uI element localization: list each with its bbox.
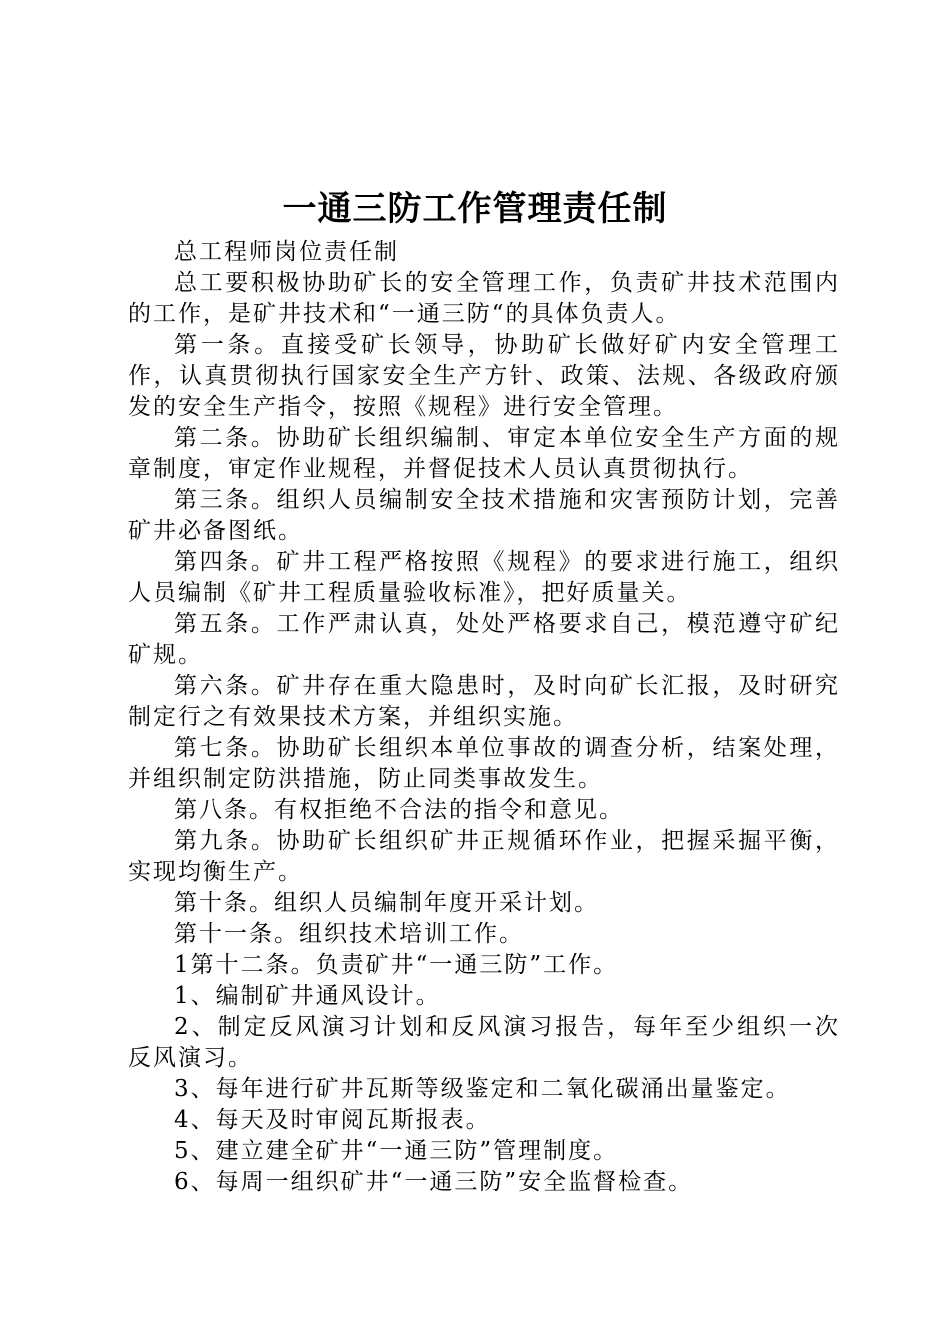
list-item-6: 6、每周一组织矿井“一通三防”安全监督检查。 [174, 1169, 694, 1195]
paragraph-article-5: 第五条。工作严肃认真，处处严格要求自己，模范遵守矿纪矿规。 [128, 611, 840, 668]
paragraph-intro: 总工要积极协助矿长的安全管理工作，负责矿井技术范围内的工作，是矿井技术和“一通三防“的具体负责人。 [128, 270, 840, 327]
paragraph-article-2: 第二条。协助矿长组织编制、审定本单位安全生产方面的规章制度，审定作业规程，并督促技术人员认真贯彻执行。 [128, 425, 840, 482]
document-body [128, 237, 840, 1198]
paragraph-article-3: 第三条。组织人员编制安全技术措施和灾害预防计划，完善矿井必备图纸。 [128, 487, 840, 544]
paragraph-article-10: 第十条。组织人员编制年度开采计划。 [174, 890, 599, 916]
paragraph-article-6: 第六条。矿井存在重大隐患时，及时向矿长汇报，及时研究制定行之有效果技术方案，并组织实施。 [128, 673, 840, 730]
paragraph-article-1: 第一条。直接受矿长领导，协助矿长做好矿内安全管理工作，认真贯彻执行国家安全生产方针、政策、法规、各级政府颁发的安全生产指令，按照《规程》进行安全管理。 [128, 332, 840, 420]
paragraph-article-7: 第七条。协助矿长组织本单位事故的调查分析，结案处理，并组织制定防洪措施，防止同类事故发生。 [128, 735, 840, 792]
list-item-1: 1、编制矿井通风设计。 [174, 983, 441, 1009]
paragraph-article-11: 第十一条。组织技术培训工作。 [174, 921, 524, 947]
paragraph-article-8: 第八条。有权拒绝不合法的指令和意见。 [174, 797, 624, 823]
paragraph-article-4: 第四条。矿井工程严格按照《规程》的要求进行施工，组织人员编制《矿井工程质量验收标准》，把好质量关。 [128, 549, 840, 606]
list-item-4: 4、每天及时审阅瓦斯报表。 [174, 1107, 491, 1133]
list-item-3: 3、每年进行矿井瓦斯等级鉴定和二氧化碳涌出量鉴定。 [174, 1076, 791, 1102]
document-title: 一通三防工作管理责任制 [282, 189, 668, 229]
paragraph-article-9: 第九条。协助矿长组织矿井正规循环作业，把握采掘平衡，实现均衡生产。 [128, 828, 840, 885]
list-item-2: 2、制定反风演习计划和反风演习报告，每年至少组织一次反风演习。 [128, 1014, 840, 1071]
list-item-5: 5、建立建全矿井“一通三防”管理制度。 [174, 1138, 619, 1164]
paragraph-heading: 总工程师岗位责任制 [174, 239, 399, 265]
paragraph-article-12: 1第十二条。负责矿井“一通三防”工作。 [174, 952, 619, 978]
